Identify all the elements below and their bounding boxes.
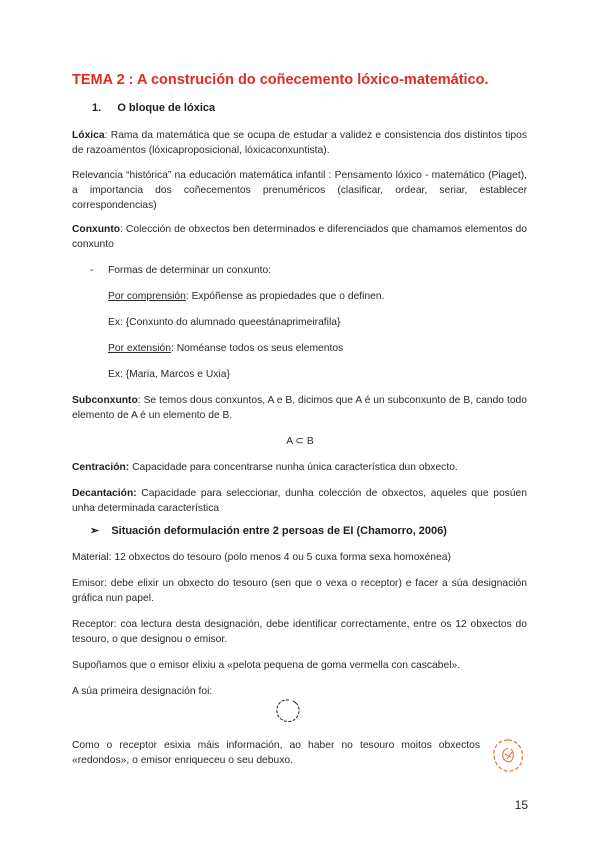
circle-drawing-icon [272, 696, 304, 726]
formas-label: Formas de determinar un conxunto: [108, 265, 272, 276]
section-label: O bloque de lóxica [117, 102, 216, 114]
paragraph-decantacion [72, 486, 527, 516]
document-title: TEMA 2 : A construción do coñecemento lóxico-matemático. [72, 72, 489, 88]
paragraph-relevancia: Relevancia “histórica” na educación matemática infantil : Pensamento lóxico - matemático (Piaget), a importancia dos coñecementos prenuméricos (clasificar, ordear, seriar, establecer correspondencias) [72, 170, 527, 211]
extension-line [108, 341, 343, 356]
text-decantacion: Capacidade para seleccionar, dunha colección de obxectos, aqueles que posúen unha determinada característica [72, 488, 527, 514]
extension-text: : Noméanse todos os seus elementos [170, 343, 344, 354]
section-number: 1. [92, 102, 102, 114]
text-subconxunto: : Se temos dous conxuntos, A e B, dicimos que A é un subconxunto de B, cando todo elemento de A é un elemento de B. [72, 395, 527, 421]
text-conxunto: : Colección de obxectos ben determinados e diferenciados que chamamos elementos do conxunto [72, 224, 527, 250]
comprension-text: : Expóñense as propiedades que o definen. [185, 291, 385, 302]
extension-term: Por extensión [108, 343, 171, 354]
ball-with-bell-drawing-icon [490, 737, 526, 775]
term-subconxunto: Subconxunto [72, 395, 138, 406]
arrow-bullet-icon: ➢ [90, 525, 100, 537]
term-centracion: Centración: [72, 462, 130, 473]
situacion-heading [90, 524, 447, 537]
section-heading [92, 102, 215, 114]
paragraph-como: Como o receptor esixia máis información, ao haber no tesouro moitos obxectos «redondos», o emisor enriqueceu o seu debuxo. [72, 740, 480, 766]
text-logica: : Rama da matemática que se ocupa de estudar a validez e consistencia dos distintos tipos de razoamentos (lóxicaproposicional, lóxicaconxuntista). [72, 130, 527, 156]
page-number: 15 [514, 798, 528, 812]
paragraph-emisor: Emisor: debe elixir un obxecto do tesouro (sen que o vexa o receptor) e facer a súa designación gráfica nun papel. [72, 578, 527, 604]
example-comprension: Ex: {Conxunto do alumnado queestánaprimeirafila} [108, 317, 341, 328]
paragraph-logica [72, 128, 527, 158]
paragraph-primeira: A súa primeira designación foi: [72, 686, 213, 697]
term-conxunto: Conxunto [72, 224, 121, 235]
paragraph-centracion [72, 460, 527, 475]
term-decantacion: Decantación: [72, 488, 137, 499]
formula-subset: A ⊂ B [286, 436, 314, 447]
text-centracion: Capacidade para concentrarse nunha única característica dun obxecto. [129, 462, 458, 473]
paragraph-conxunto [72, 222, 527, 252]
formas-dash: - [90, 265, 94, 276]
paragraph-receptor: Receptor: coa lectura desta designación, debe identificar correctamente, entre os 12 obxectos do tesouro, o que designou o emisor. [72, 619, 527, 645]
paragraph-subconxunto [72, 393, 527, 423]
example-extension: Ex: {Maria, Marcos e Uxia} [108, 369, 230, 380]
paragraph-material: Material: 12 obxectos do tesouro (polo menos 4 ou 5 cuxa forma sexa homoxénea) [72, 552, 451, 563]
comprension-line [108, 289, 385, 304]
comprension-term: Por comprensión [108, 291, 186, 302]
paragraph-supoñamos: Supoñamos que o emisor elixiu a «pelota pequena de goma vermella con cascabel». [72, 660, 461, 671]
term-logica: Lóxica [72, 130, 105, 141]
situacion-label: Situación deformulación entre 2 persoas de EI (Chamorro, 2006) [111, 525, 447, 537]
